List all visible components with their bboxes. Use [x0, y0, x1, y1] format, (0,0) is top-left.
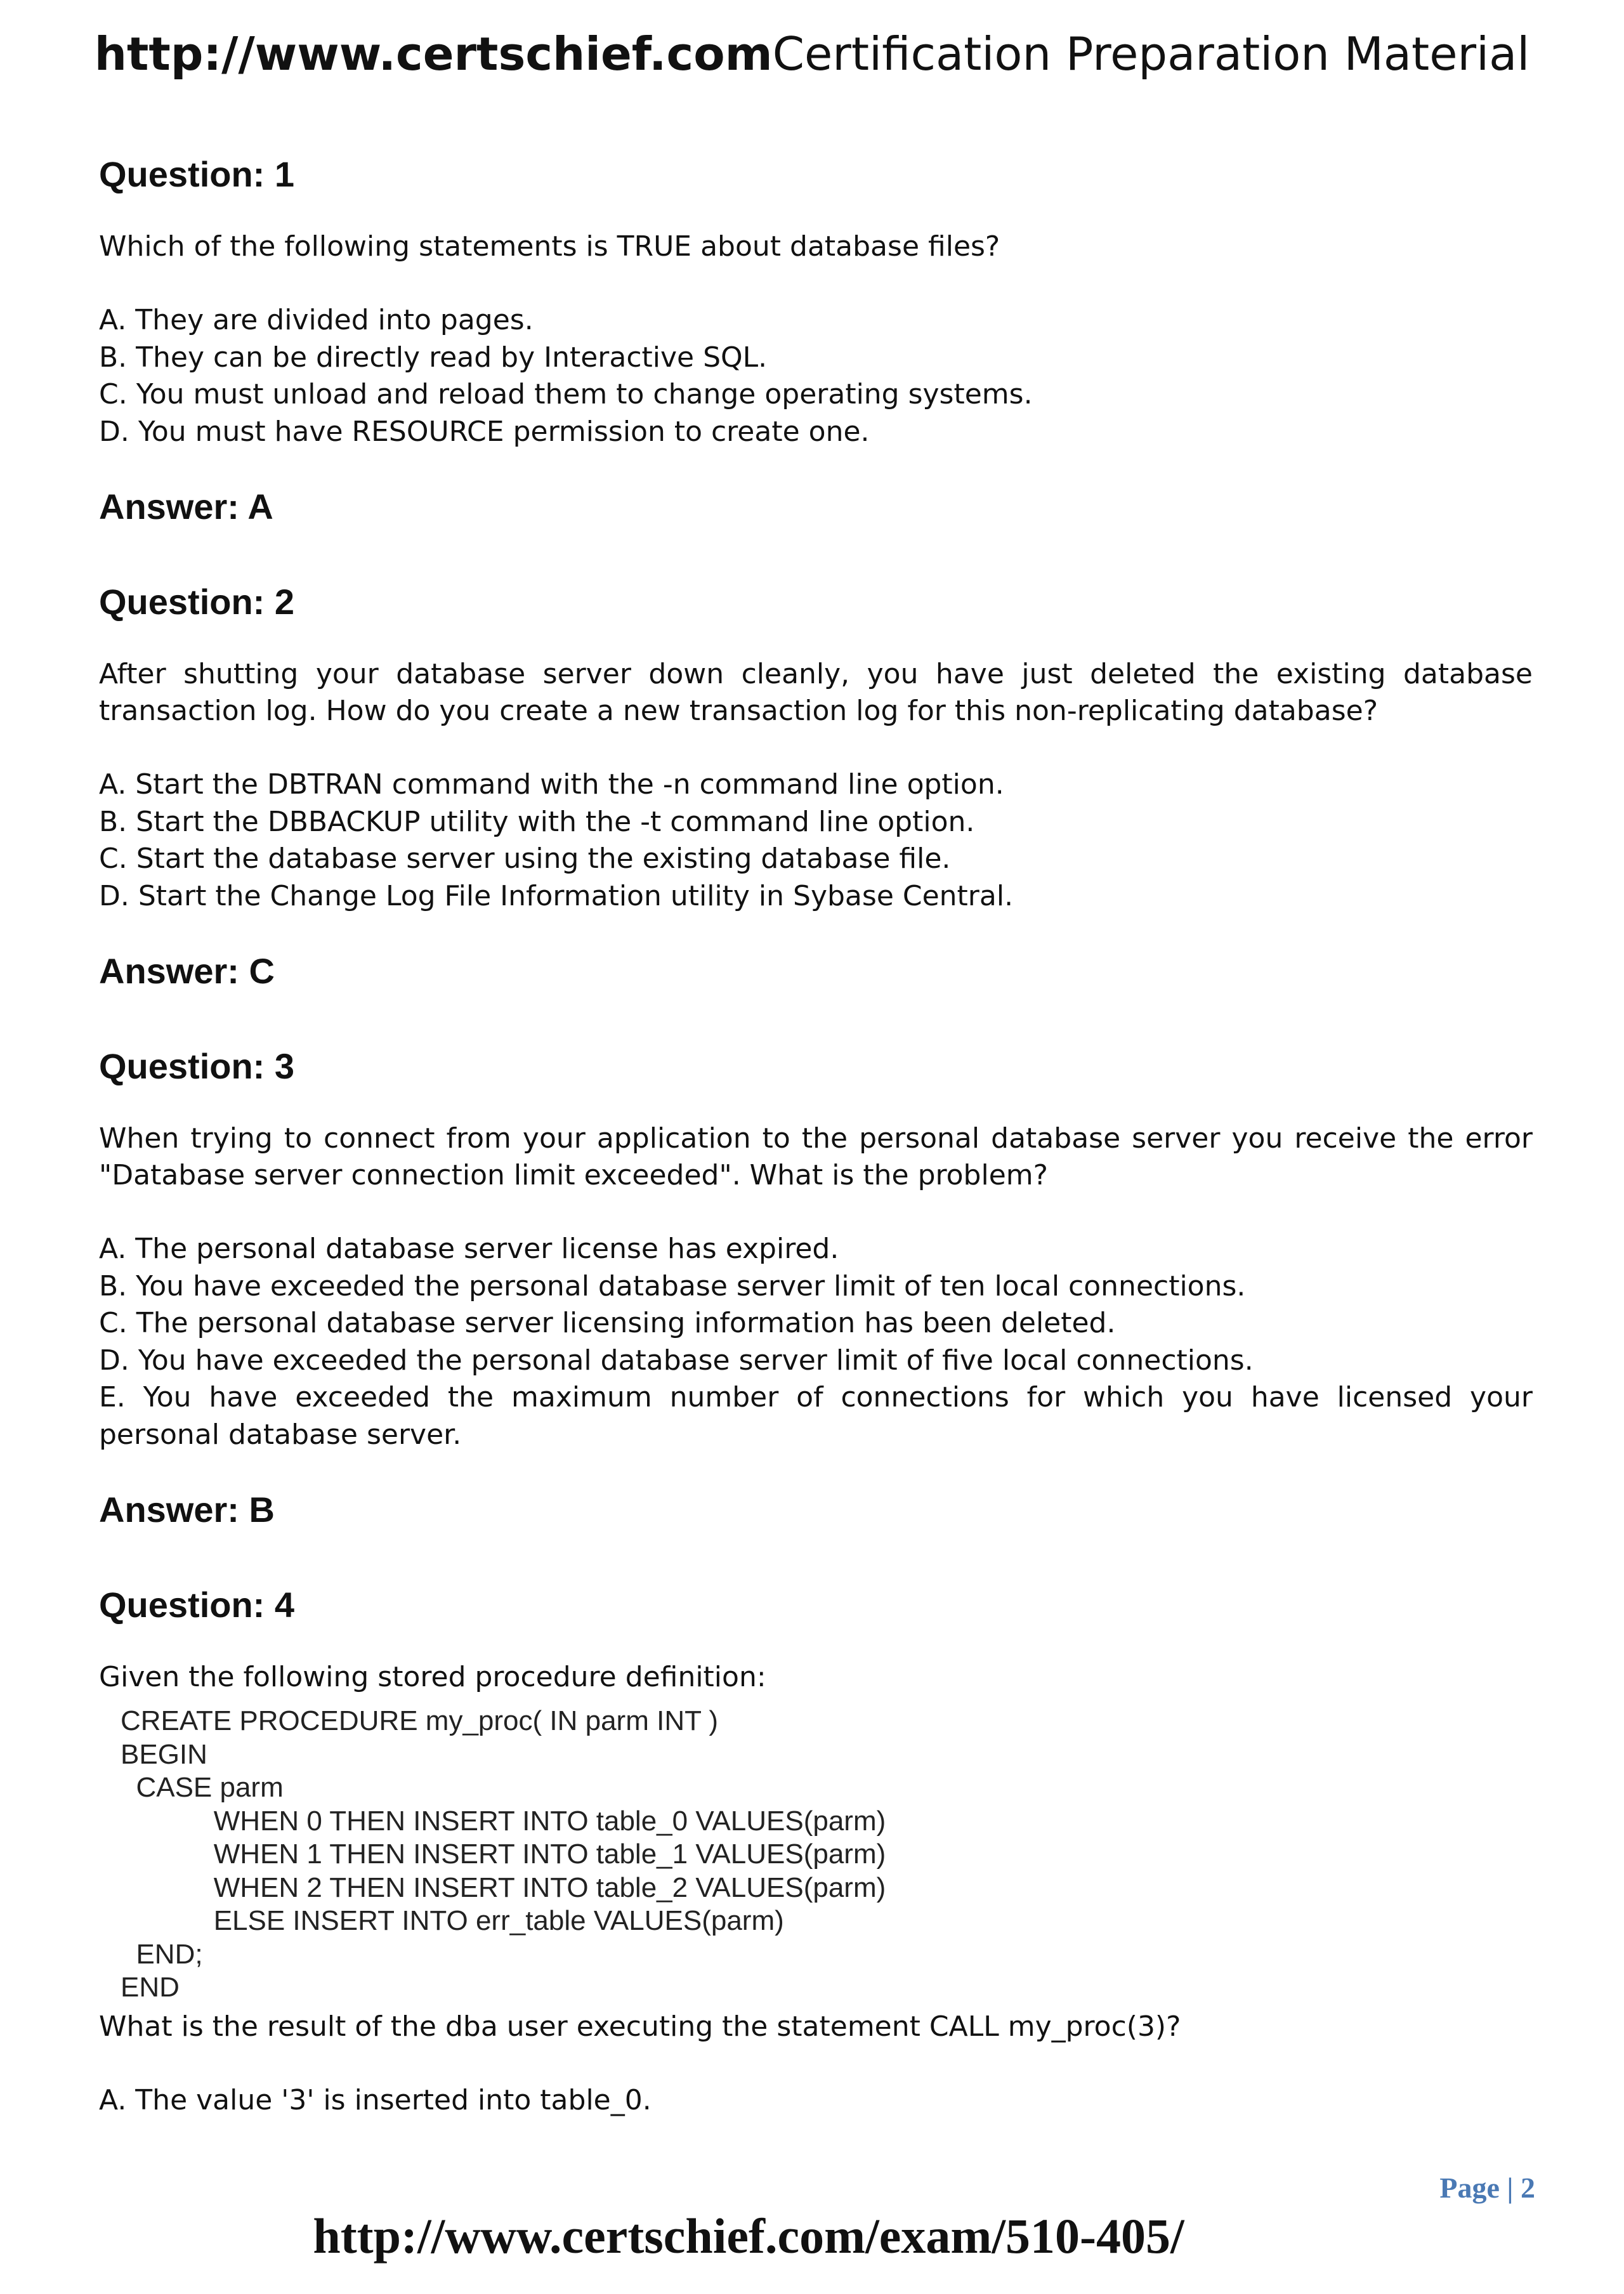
option-list: [99, 2082, 1533, 2120]
question-heading: Question: 3: [99, 1046, 295, 1086]
option-item: D. You have exceeded the personal database server limit of five local connections.: [99, 1344, 1254, 1377]
question-4: [99, 1583, 1533, 2119]
answer-text: Answer: B: [99, 1490, 275, 1530]
document-body: [99, 152, 1533, 2119]
question-text: Which of the following statements is TRUE about database files?: [99, 230, 1000, 263]
option-list: [99, 766, 1533, 915]
option-item: A. The personal database server license has expired.: [99, 1233, 839, 1265]
option-item: B. They can be directly read by Interactive SQL.: [99, 341, 768, 374]
option-item: A. The value '3' is inserted into table_0.: [99, 2083, 652, 2116]
option-item: C. You must unload and reload them to change operating systems.: [99, 378, 1033, 410]
page-header: [0, 25, 1624, 82]
option-item: B. You have exceeded the personal database server limit of ten local connections.: [99, 1269, 1246, 1302]
question-text: Given the following stored procedure definition:: [99, 1661, 766, 1693]
question-text: After shutting your database server down cleanly, you have just deleted the existing database transaction log. How do you create a new transaction log for this non-replicating database?: [99, 658, 1533, 727]
option-list: [99, 302, 1533, 450]
question-heading: Question: 4: [99, 1585, 295, 1625]
option-item: B. Start the DBBACKUP utility with the -t command line option.: [99, 805, 975, 838]
question-2: [99, 580, 1533, 993]
code-block: CREATE PROCEDURE my_proc( IN parm INT ) BEGIN CASE parm WHEN 0 THEN INSERT INTO table_0 VALUES(parm) WHEN 1 THEN INSERT INTO table_1 VALUES(parm) WHEN 2 THEN INSERT INTO table_2 VALUES(parm) ELSE INSERT INTO err_table VALUES(parm) END; END: [121, 1705, 886, 2003]
option-item: C. The personal database server licensing information has been deleted.: [99, 1307, 1116, 1339]
question-heading: Question: 1: [99, 154, 295, 194]
option-item: A. Start the DBTRAN command with the -n command line option.: [99, 768, 1004, 801]
question-heading: Question: 2: [99, 582, 295, 622]
question-followup-text: What is the result of the dba user executing the statement CALL my_proc(3)?: [99, 2010, 1181, 2043]
option-item: E. You have exceeded the maximum number of connections for which you have licensed your personal database server.: [99, 1381, 1533, 1451]
header-url: http://www.certschief.com: [94, 27, 773, 81]
footer-url: http://www.certschief.com/exam/510-405/: [313, 2208, 1184, 2264]
option-item: D. Start the Change Log File Information utility in Sybase Central.: [99, 879, 1014, 912]
answer-text: Answer: C: [99, 951, 275, 991]
option-item: C. Start the database server using the existing database file.: [99, 842, 951, 875]
question-1: [99, 152, 1533, 529]
answer-text: Answer: A: [99, 487, 273, 527]
question-text: When trying to connect from your application to the personal database server you receive the error "Database server connection limit exceeded". What is the problem?: [99, 1122, 1533, 1191]
option-list: [99, 1231, 1533, 1453]
page-number: Page | 2: [1439, 2172, 1535, 2204]
option-item: A. They are divided into pages.: [99, 304, 534, 336]
header-title: Certification Preparation Material: [772, 27, 1530, 81]
option-item: D. You must have RESOURCE permission to create one.: [99, 415, 870, 448]
question-3: [99, 1044, 1533, 1532]
